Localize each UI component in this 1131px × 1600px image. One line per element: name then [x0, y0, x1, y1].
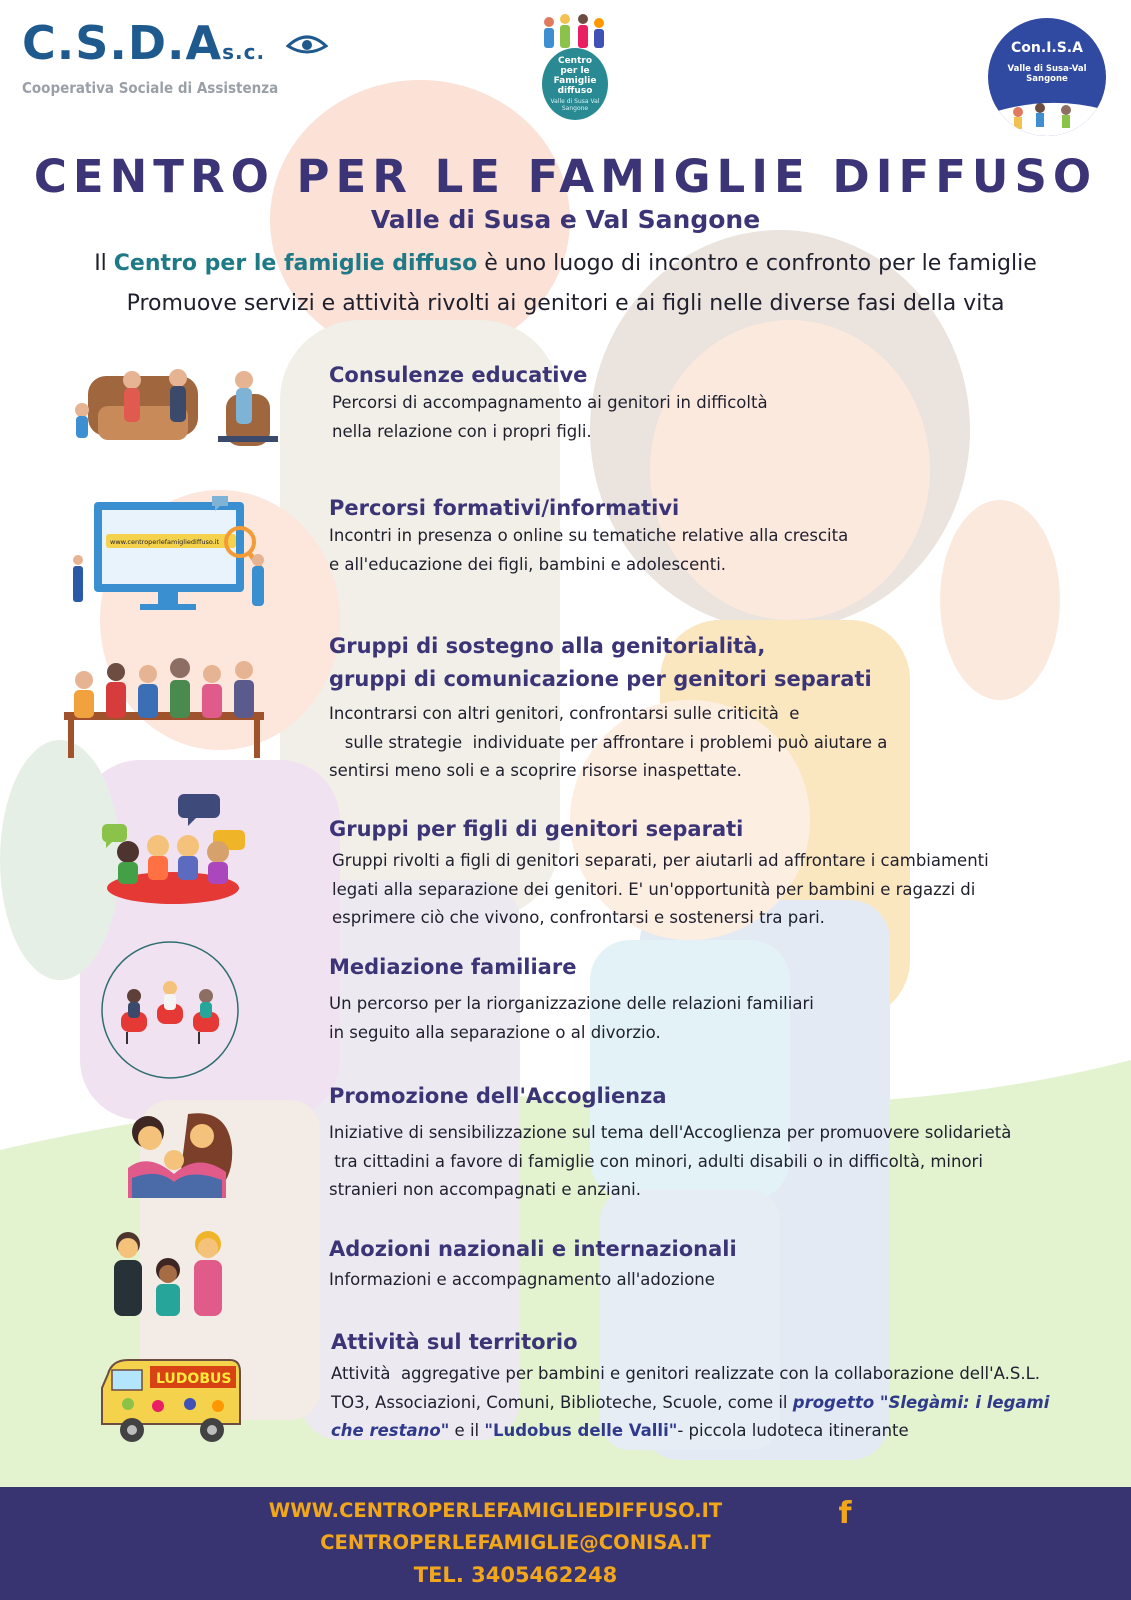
desc-line: Iniziative di sensibilizzazione sul tema dell'Accoglienza per promuovere solidarietà	[329, 1123, 1012, 1142]
service-title-percorsi: Percorsi formativi/informativi	[329, 496, 680, 520]
desc-line	[331, 1389, 1049, 1418]
desc-line: Percorsi di accompagnamento ai genitori in difficoltà	[332, 393, 768, 412]
page-title: CENTRO PER LE FAMIGLIE DIFFUSO	[33, 150, 1098, 203]
service-title-consulenze: Consulenze educative	[329, 363, 588, 387]
desc-line: legati alla separazione dei genitori. E' un'opportunità per bambini e ragazzi di	[332, 879, 976, 899]
footer	[0, 1487, 1131, 1600]
service-desc-sostegno	[329, 700, 887, 786]
service-desc-accoglienza	[329, 1119, 1011, 1205]
desc-line: stranieri non accompagnati e anziani.	[329, 1180, 641, 1199]
project-name: progetto "Slegàmi: i legami	[792, 1392, 1050, 1412]
csda-logo-text: C.S.D.A	[22, 16, 223, 70]
service-desc-percorsi	[329, 522, 848, 579]
mediation-circle-icon	[97, 940, 243, 1080]
service-desc-adozioni	[329, 1266, 715, 1295]
desc-line: esprimere ciò che vivono, confrontarsi e sostenersi tra pari.	[332, 908, 825, 927]
desc-line: Attività aggregative per bambini e genitori realizzate con la collaborazione dell'A.S.L.	[331, 1364, 1041, 1383]
desc-line: nella relazione con i propri figli.	[332, 421, 592, 441]
service-title-adozioni: Adozioni nazionali e internazionali	[329, 1237, 737, 1261]
service-title-mediazione: Mediazione familiare	[329, 955, 577, 979]
service-title-figli: Gruppi per figli di genitori separati	[329, 817, 744, 841]
ludobus-icon	[98, 1354, 244, 1448]
conisa-title: Con.I.S.A	[1011, 40, 1083, 56]
footer-phone[interactable]: TEL. 3405462248	[413, 1563, 618, 1587]
page-subtitle: Valle di Susa e Val Sangone	[370, 205, 761, 234]
intro-line-1	[0, 251, 1131, 276]
eye-icon	[286, 28, 328, 58]
website-monitor-icon	[62, 490, 274, 618]
badge-line: diffuso	[557, 86, 593, 96]
desc-line: Informazioni e accompagnamento all'adozione	[329, 1270, 715, 1289]
intro-rest: è uno luogo di incontro e confronto per le famiglie	[477, 251, 1037, 276]
centro-famiglie-badge	[542, 48, 608, 120]
desc-text: e il	[449, 1421, 485, 1440]
service-desc-consulenze	[332, 389, 768, 446]
centro-famiglie-logo	[535, 10, 615, 120]
badge-line: Famiglie	[553, 76, 597, 86]
csda-logo	[22, 18, 282, 108]
desc-line: tra cittadini a favore di famiglie con minori, adulti disabili o in difficoltà, minori	[329, 1151, 983, 1171]
facebook-icon[interactable]: f	[838, 1496, 852, 1531]
desc-text: - piccola ludoteca itinerante	[677, 1421, 909, 1440]
desc-line: sentirsi meno soli e a scoprire risorse inaspettate.	[329, 761, 742, 780]
desc-line: Incontri in presenza o online su tematiche relative alla crescita	[329, 526, 849, 545]
website-url: www.centroperlefamigliediffuso.it	[110, 538, 220, 546]
desc-line: Un percorso per la riorganizzazione delle relazioni familiari	[329, 994, 814, 1013]
service-desc-mediazione	[329, 990, 814, 1047]
desc-line	[331, 1417, 1049, 1446]
conisa-logo	[988, 18, 1106, 136]
ludobus-label: LUDOBUS	[156, 1371, 232, 1387]
csda-logo-suffix: s.c.	[222, 40, 266, 64]
children-group-icon	[98, 790, 248, 914]
footer-email-link[interactable]: CENTROPERLEFAMIGLIE@CONISA.IT	[320, 1531, 711, 1554]
families-icon	[535, 10, 615, 50]
csda-logo-subtitle: Cooperativa Sociale di Assistenza	[22, 79, 279, 97]
desc-line: e all'educazione dei figli, bambini e adolescenti.	[329, 554, 727, 574]
parents-group-icon	[60, 650, 268, 760]
service-desc-territorio	[331, 1360, 1049, 1446]
csda-logo-mark	[22, 18, 282, 77]
desc-line: in seguito alla separazione o al divorzio.	[329, 1022, 661, 1042]
title-line: Gruppi di sostegno alla genitorialità,	[329, 634, 766, 658]
desc-line: Gruppi rivolti a figli di genitori separati, per aiutarli ad affrontare i cambiamenti	[332, 851, 989, 870]
intro-highlight: Centro per le famiglie diffuso	[113, 251, 478, 276]
service-title-territorio: Attività sul territorio	[331, 1330, 578, 1354]
title-line: gruppi di comunicazione per genitori separati	[329, 667, 872, 691]
badge-subtitle: Valle di Susa Val Sangone	[550, 98, 600, 112]
badge-line: Centro	[557, 56, 593, 66]
desc-text: TO3, Associazioni, Comuni, Biblioteche, Scuole, come il	[331, 1392, 793, 1412]
intro-prefix: Il	[94, 251, 114, 276]
desc-line: Incontrarsi con altri genitori, confrontarsi sulle criticità e	[329, 704, 800, 723]
badge-line: per le	[560, 66, 590, 76]
people-hill-icon	[988, 90, 1106, 136]
desc-line: sulle strategie individuate per affrontare i problemi può aiutare a	[329, 732, 888, 752]
intro-line-2: Promuove servizi e attività rivolti ai genitori e ai figli nelle diverse fasi della vita	[126, 291, 1005, 316]
footer-website-link[interactable]: WWW.CENTROPERLEFAMIGLIEDIFFUSO.IT	[268, 1499, 723, 1522]
counseling-illustration-icon	[58, 366, 278, 458]
conisa-subtitle: Valle di Susa-Val Sangone	[1007, 64, 1087, 84]
project-name: che restano"	[331, 1421, 450, 1440]
adoption-family-icon	[106, 1226, 230, 1318]
ludobus-name: "Ludobus delle Valli"	[484, 1421, 678, 1440]
service-desc-figli	[332, 847, 989, 933]
service-title-sostegno	[329, 630, 872, 696]
family-hug-icon	[118, 1108, 238, 1202]
service-title-accoglienza: Promozione dell'Accoglienza	[329, 1084, 667, 1108]
